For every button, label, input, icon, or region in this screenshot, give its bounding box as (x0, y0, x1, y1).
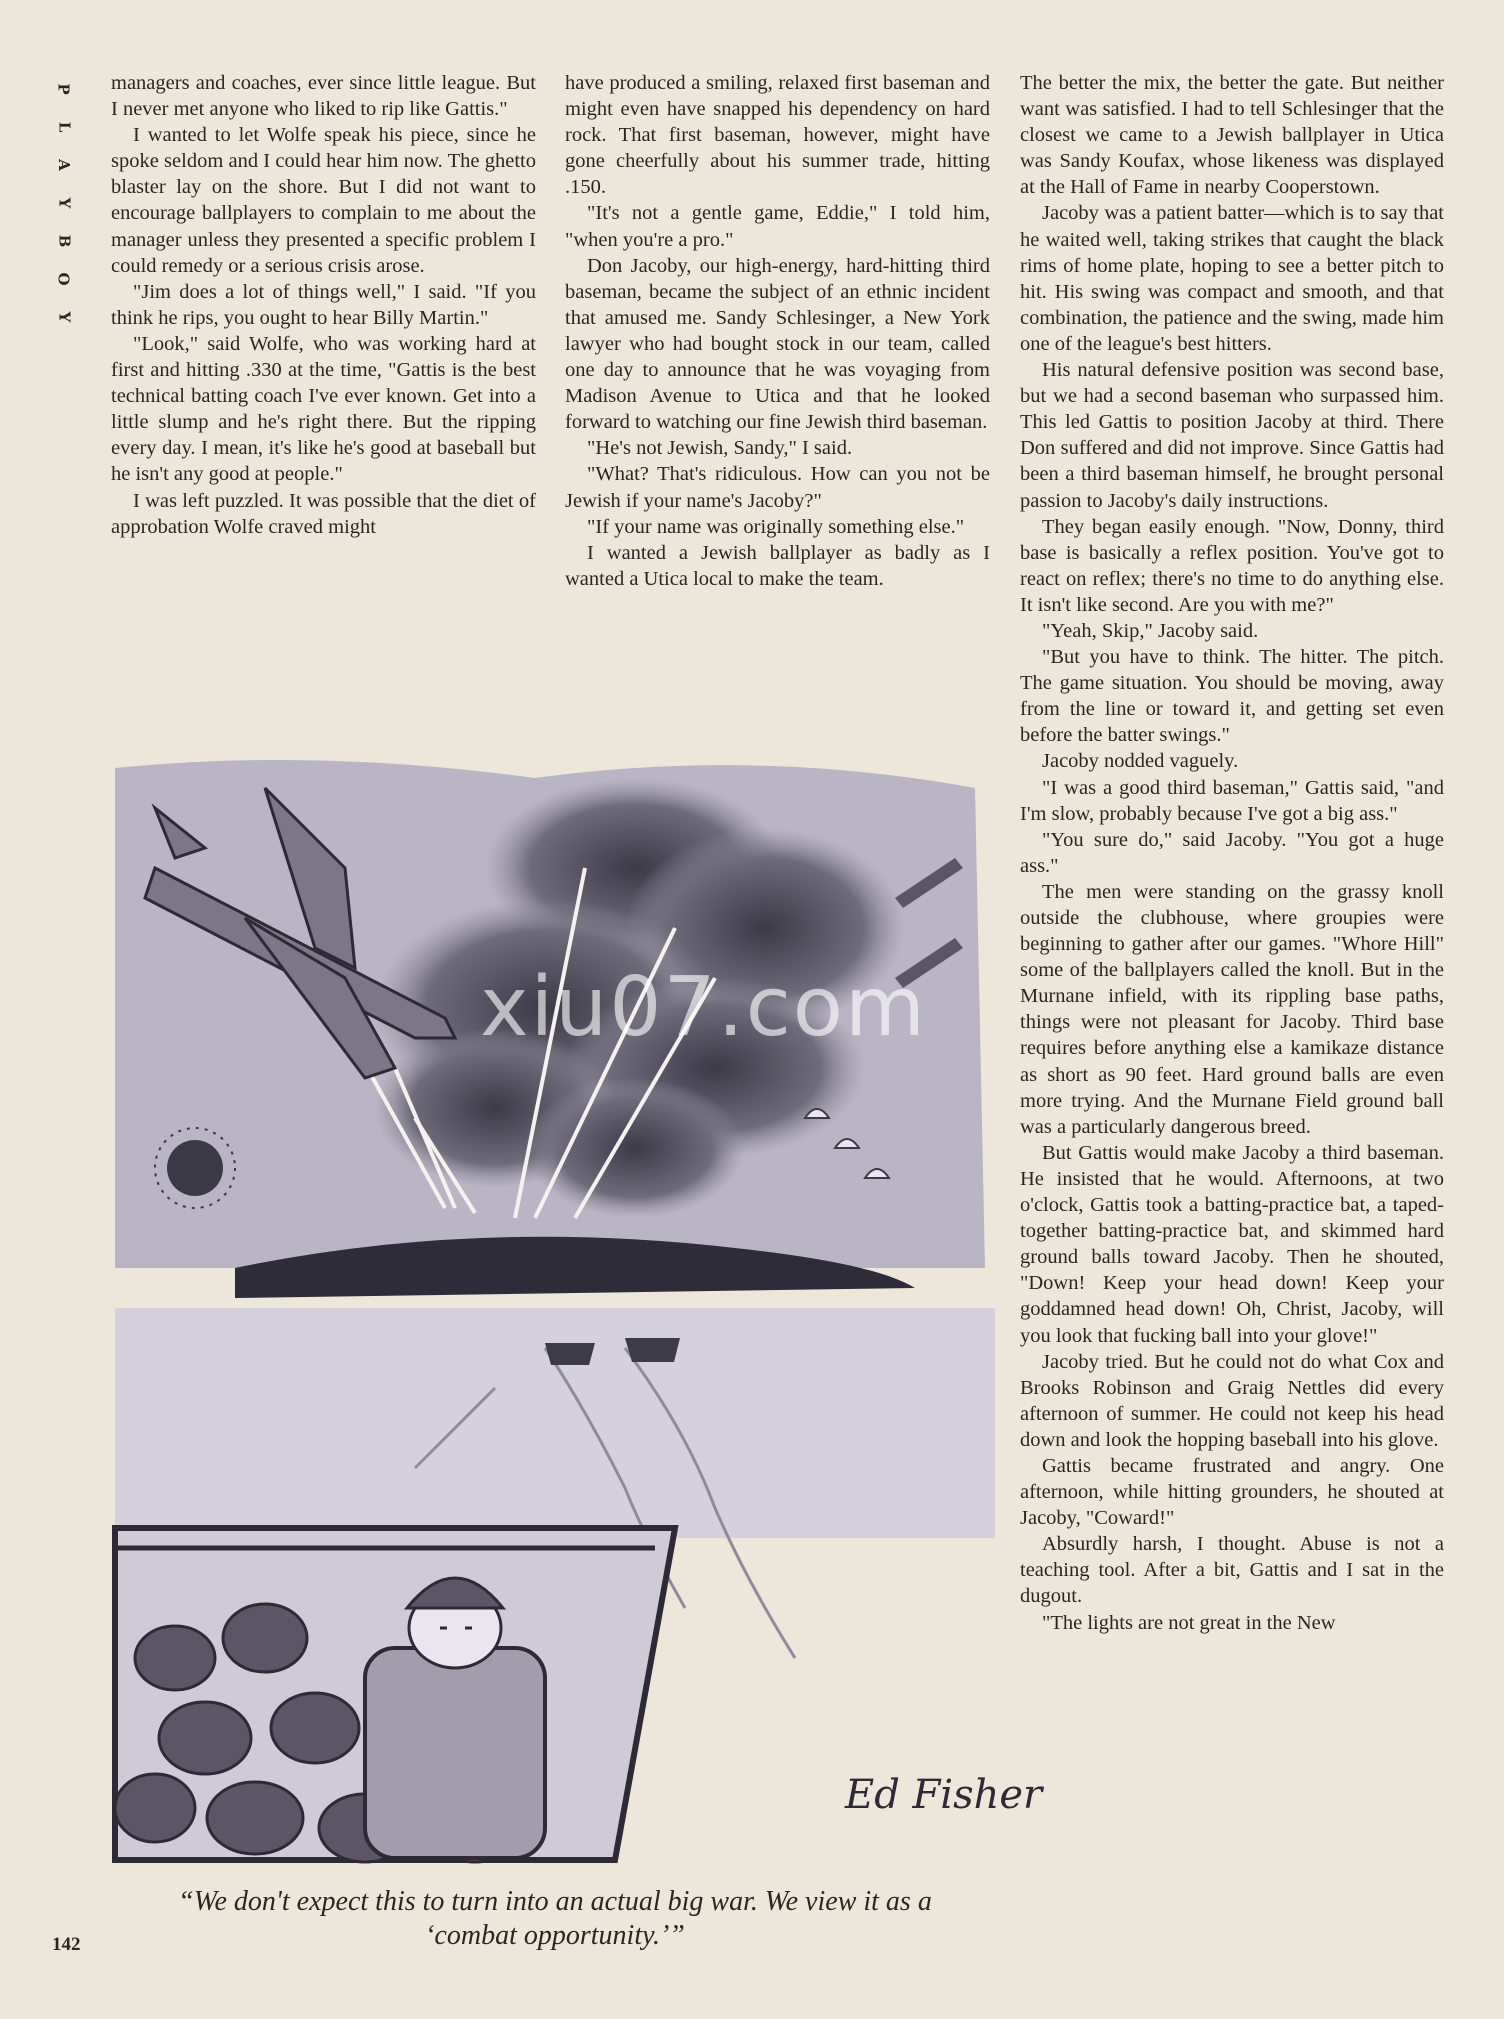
cartoon-caption: “We don't expect this to turn into an actual big war. We view it as a ‘combat opportunity.’” (178, 1886, 932, 1951)
masthead-letter: O (54, 272, 73, 286)
article-paragraph: The better the mix, the better the gate. But neither want was satisfied. I had to tell Schlesinger that the closest we came to a Jewish ballplayer in Utica was Sandy Koufax, whose likeness was displayed at the Hall of Fame in nearby Cooperstown. (1020, 72, 1444, 199)
cartoonist-signature (844, 1772, 1045, 1818)
article-paragraph: "The lights are not great in the New (1042, 1611, 1336, 1634)
article-paragraph: "If your name was originally something else." (587, 515, 965, 538)
text-column-3 (1020, 70, 1444, 1636)
article-paragraph: Jacoby nodded vaguely. (1042, 750, 1239, 773)
article-paragraph: "What? That's ridiculous. How can you not be Jewish if your name's Jacoby?" (565, 463, 990, 512)
sea (115, 1308, 995, 1538)
article-paragraph: "Look," said Wolfe, who was working hard at first and hitting .330 at the time, "Gattis is the best technical batting coach I've ever known. Get into a little slump and he's right there. But the ripping every day. I mean, it's like he's good at baseball but he isn't any good at people." (111, 332, 536, 486)
text-column-2 (565, 70, 990, 592)
article-paragraph: "But you have to think. The hitter. The pitch. The game situation. You should be moving, away from the line or toward it, and getting set even before the batter swings." (1020, 646, 1444, 747)
watermark: xiu07.com (480, 960, 927, 1055)
article-paragraph: "Jim does a lot of things well," I said. "If you think he rips, you ought to hear Billy Martin." (111, 280, 536, 329)
text-column-1 (111, 70, 536, 540)
svg-text:Ed Fisher: Ed Fisher (845, 1772, 1043, 1818)
article-paragraph: managers and coaches, ever since little league. But I never met anyone who liked to rip like Gattis." (111, 72, 536, 121)
article-paragraph: Absurdly harsh, I thought. Abuse is not a teaching tool. After a bit, Gattis and I sat in the dugout. (1020, 1533, 1444, 1608)
vertical-masthead (52, 70, 76, 336)
article-paragraph: Don Jacoby, our high-energy, hard-hitting third baseman, became the subject of an ethnic incident that amused me. Sandy Schlesinger, a New York lawyer who had bought stock in our team, called one day to announce that he was voyaging from Madison Avenue to Utica and that he looked forward to watching our fine Jewish third baseman. (565, 254, 990, 434)
cartoon-illustration (115, 748, 1043, 1860)
article-paragraph: "Yeah, Skip," Jacoby said. (1042, 619, 1259, 642)
article-paragraph: "He's not Jewish, Sandy," I said. (587, 437, 853, 460)
article-paragraph: I wanted a Jewish ballplayer as badly as I wanted a Utica local to make the team. (565, 541, 990, 590)
article-paragraph: "You sure do," said Jacoby. "You got a huge ass." (1020, 828, 1444, 877)
masthead-letter: A (54, 159, 73, 171)
article-paragraph: But Gattis would make Jacoby a third baseman. He insisted that he would. Afternoons, at two o'clock, Gattis took a batting-practice bat, a taped-together batting-practice bat, and skimmed hard ground balls toward Jacoby. Then he shouted, "Down! Keep your head down! Keep your goddamned head down! Oh, Christ, Jacoby, will you look that fucking ball into your glove!" (1020, 1141, 1444, 1347)
article-paragraph: Jacoby tried. But he could not do what Cox and Brooks Robinson and Graig Nettles did every afternoon of summer. He could not keep his head down and look the hopping baseball into his glove. (1020, 1350, 1444, 1451)
masthead-letter: P (55, 83, 73, 95)
masthead-letter: Y (55, 311, 73, 323)
article-paragraph: "It's not a gentle game, Eddie," I told him, "when you're a pro." (565, 202, 990, 251)
article-paragraph: I wanted to let Wolfe speak his piece, since he spoke seldom and I could hear him now. The ghetto blaster lay on the shore. But I did not want to encourage ballplayers to complain to me about the manager unless they presented a specific problem I could remedy or a serious crisis arose. (111, 124, 536, 277)
article-paragraph: The men were standing on the grassy knoll outside the clubhouse, where groupies were beginning to gather after our games. "Whore Hill" some of the ballplayers called the knoll. But in the Murnane infield, with its rippling base paths, things were not pleasant for Jacoby. Third base requires before anything else a kamikaze distance as short as 90 feet. Hard ground balls are even more trying. And the Murnane Field ground ball was a particularly dangerous breed. (1020, 880, 1444, 1138)
article-paragraph: Jacoby was a patient batter—which is to say that he waited well, taking strikes that caught the black rims of home plate, hoping to see a better pitch to hit. His swing was compact and smooth, and that combination, the patience and the swing, made him one of the league's best hitters. (1020, 202, 1444, 355)
masthead-letter: B (55, 234, 73, 248)
article-paragraph: I was left puzzled. It was possible that the diet of approbation Wolfe craved might (111, 489, 536, 538)
article-paragraph: His natural defensive position was second base, but we had a second baseman who surpassed him. This led Gattis to position Jacoby at third. There Don suffered and did not improve. Since Gattis had been a third baseman himself, he brought personal passion to Jacoby's daily instructions. (1020, 359, 1444, 512)
article-paragraph: have produced a smiling, relaxed first baseman and might even have snapped his dependency on hard rock. That first baseman, however, might have gone cheerfully about his summer trade, hitting .150. (565, 72, 990, 199)
article-paragraph: They began easily enough. "Now, Donny, third base is basically a reflex position. You've got to react on reflex; there's no time to do anything else. It isn't like second. Are you with me?" (1020, 515, 1444, 616)
article-paragraph: "I was a good third baseman," Gattis said, "and I'm slow, probably because I've got a big ass." (1020, 776, 1444, 825)
page-number: 142 (52, 1934, 81, 1955)
masthead-letter: Y (55, 197, 73, 209)
article-paragraph: Gattis became frustrated and angry. One afternoon, while hitting grounders, he shouted at Jacoby, "Coward!" (1020, 1454, 1444, 1530)
masthead-letter: L (54, 121, 73, 133)
